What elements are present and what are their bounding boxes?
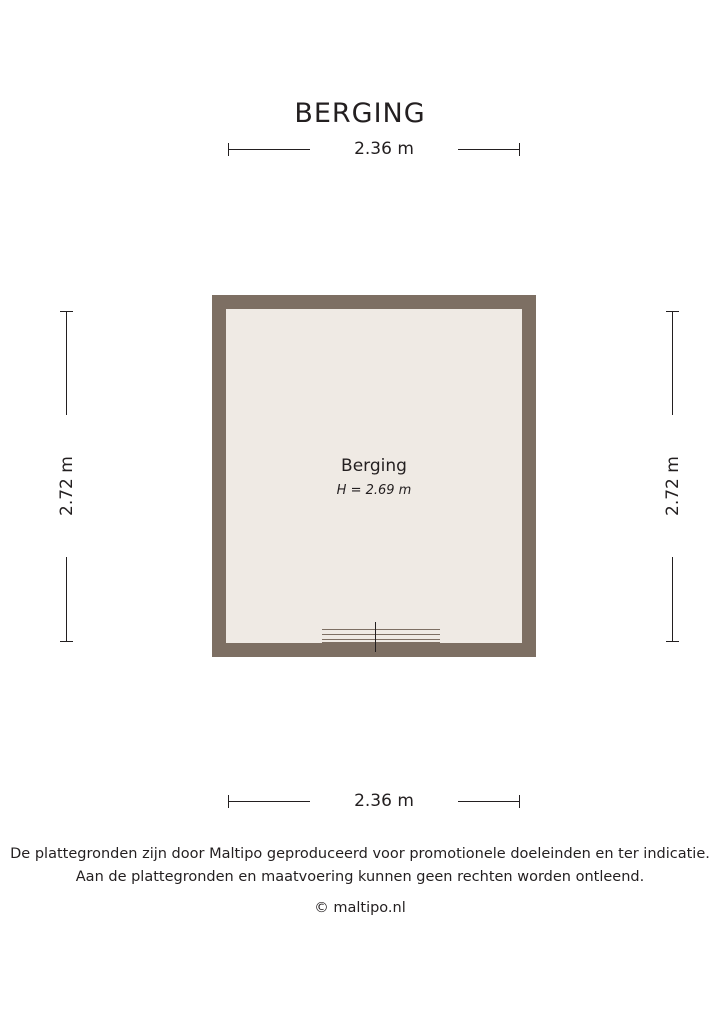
left-dimension-label: 2.72 m — [57, 415, 77, 557]
door-opening — [322, 629, 440, 643]
bottom-dimension-label: 2.36 m — [310, 791, 458, 811]
right-dimension-cap-top — [666, 311, 679, 312]
top-dimension-label: 2.36 m — [310, 139, 458, 159]
top-dimension-cap-left — [228, 143, 229, 156]
floor-plan-berging — [212, 295, 536, 657]
room-name-label: Berging — [341, 456, 407, 476]
page-title: BERGING — [294, 98, 426, 129]
door-center-tick — [375, 622, 376, 652]
bottom-dimension-cap-left — [228, 795, 229, 808]
footer-disclaimer-line-2: Aan de plattegronden en maatvoering kunnen geen rechten worden ontleend. — [75, 869, 645, 885]
room-height-label: H = 2.69 m — [336, 483, 412, 498]
door-line-1 — [322, 634, 440, 635]
footer — [0, 843, 720, 920]
right-dimension-cap-bottom — [666, 641, 679, 642]
top-dimension-cap-right — [519, 143, 520, 156]
door-line-2 — [322, 639, 440, 640]
footer-disclaimer-line-1: De plattegronden zijn door Maltipo geproduceerd voor promotionele doeleinden en ter indicatie. — [10, 846, 710, 862]
footer-copyright: © maltipo.nl — [314, 900, 406, 916]
room-floor-area — [226, 309, 522, 643]
right-dimension-label: 2.72 m — [663, 415, 683, 557]
left-dimension-cap-bottom — [60, 641, 73, 642]
left-dimension-cap-top — [60, 311, 73, 312]
bottom-dimension-cap-right — [519, 795, 520, 808]
